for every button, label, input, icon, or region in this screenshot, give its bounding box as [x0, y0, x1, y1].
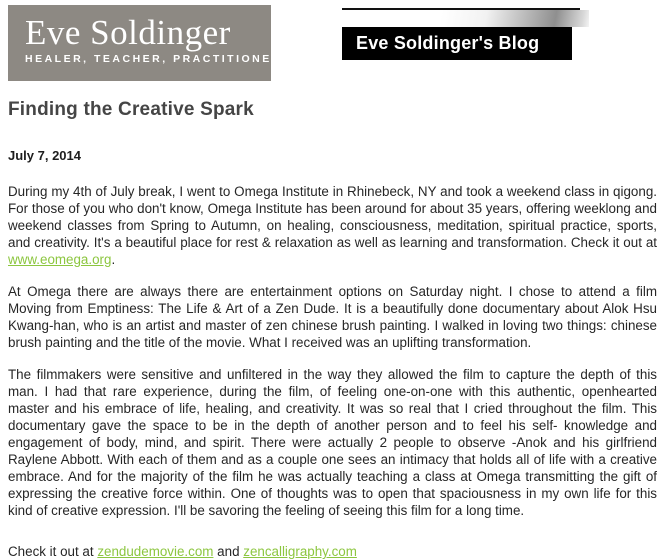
- banner-shadow-gradient: [342, 10, 589, 27]
- link-zencalligraphy[interactable]: zencalligraphy.com: [243, 544, 357, 559]
- paragraph-1-text: During my 4th of July break, I went to Omega Institute in Rhinebeck, NY and took a weekend class in qigong. For those of you who don't know, Omega Institute has been around for about 35 years, offering weeklong and weekend classes from Spring to Autumn, on healing, consciousness, meditation, spiritual practice, sports, and creativity. It's a beautiful place for rest & relaxation as well as learning and transformation. Check it out at: [8, 184, 657, 250]
- site-logo-title: Eve Soldinger: [25, 13, 231, 52]
- site-logo-subtitle: HEALER, TEACHER, PRACTITIONER: [25, 53, 282, 65]
- post-body: [8, 183, 657, 560]
- paragraph-4-and: and: [213, 544, 244, 559]
- blog-banner: [342, 8, 589, 60]
- blog-title-banner-label: Eve Soldinger's Blog: [356, 33, 540, 53]
- paragraph-1-period: .: [111, 252, 116, 267]
- post-title: Finding the Creative Spark: [8, 99, 254, 120]
- post-date: July 7, 2014: [8, 148, 81, 163]
- paragraph-4: [8, 543, 657, 560]
- link-eomega[interactable]: www.eomega.org: [8, 252, 112, 267]
- page-header: [0, 0, 665, 81]
- post-content: [0, 99, 665, 560]
- site-logo[interactable]: [8, 5, 282, 81]
- paragraph-4-text: Check it out at: [8, 544, 98, 559]
- paragraph-1: [8, 183, 657, 268]
- blog-title-banner[interactable]: [342, 27, 572, 60]
- paragraph-2: At Omega there are always there are entertainment options on Saturday night. I chose to attend a film Moving from Emptiness: The Life & Art of a Zen Dude. It is a beautifully done documentary about Alok Hsu Kwang-han, who is an artist and master of zen chinese brush painting. I walked in loving two things: chinese brush painting and the title of the movie. What I received was an uplifting transformation.: [8, 284, 657, 350]
- link-zendudemovie[interactable]: zendudemovie.com: [97, 544, 214, 559]
- paragraph-3: The filmmakers were sensitive and unfiltered in the way they allowed the film to capture the depth of this man. I had that rare experience, during the film, of feeling one-on-one with this authentic, openhearted master and his embrace of life, healing, and creativity. It was so real that I cried throughout the film. This documentary gave the space to be in the depth of another person and to feel his self- knowledge and engagement of body, mind, and spirit. There were actually 2 people to observe -Anok and his girlfriend Raylene Abbott. With each of them and as a couple one sees an intimacy that holds all of life with a creative embrace. And for the majority of the film he was actually teaching a class at Omega transmitting the gift of expressing the creative force within. One of thoughts was to open that spaciousness in my own life for this kind of creative expression. I'll be savoring the feeling of seeing this film for a long time.: [8, 367, 657, 518]
